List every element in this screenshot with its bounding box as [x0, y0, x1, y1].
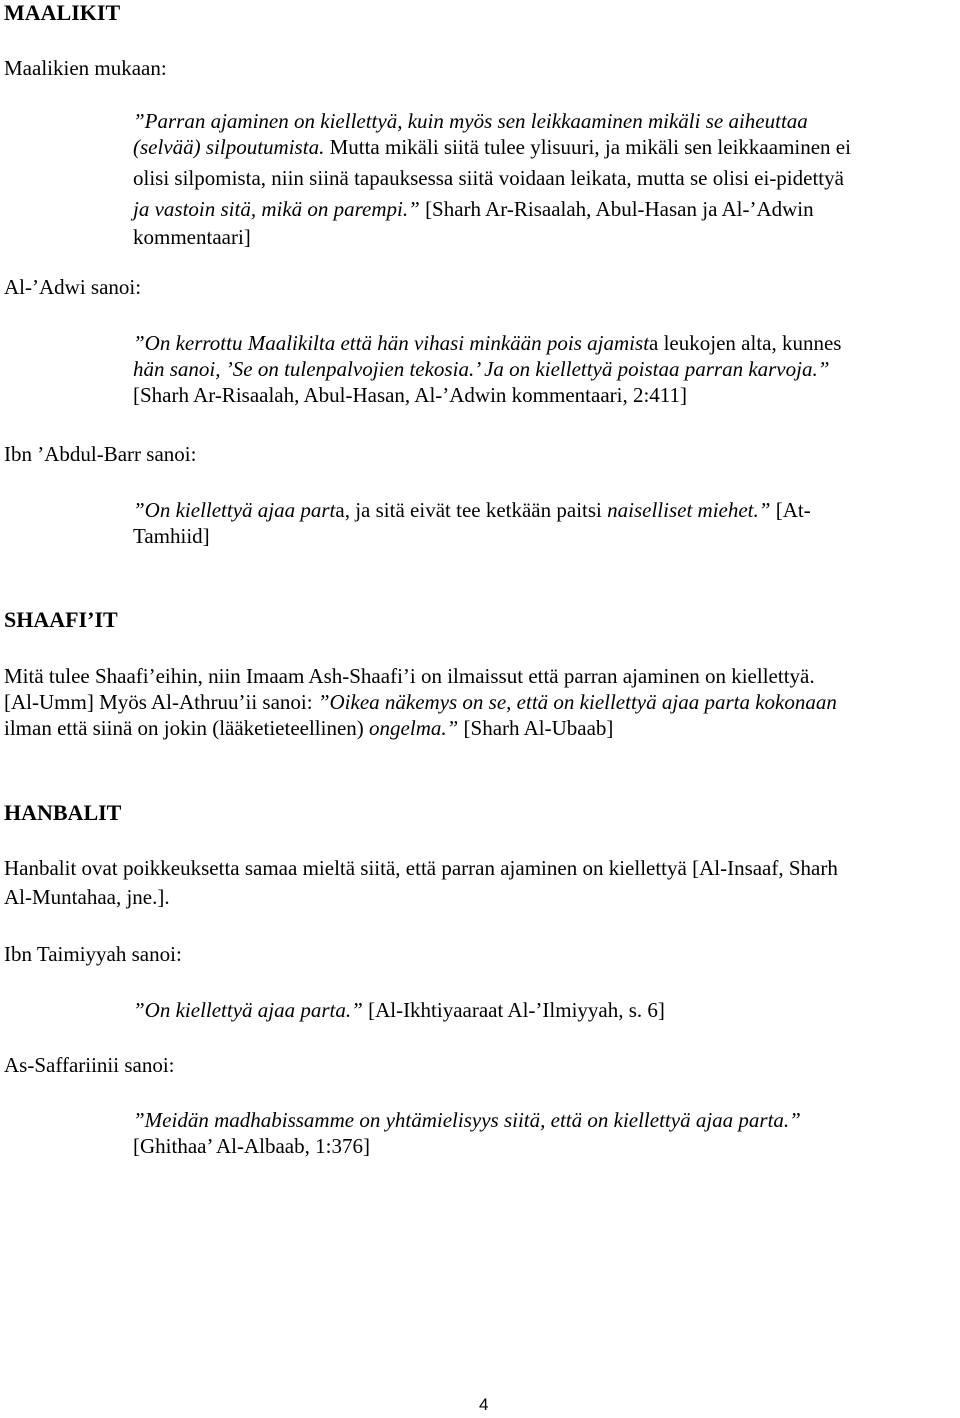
label-ibn-abdul-barr: Ibn ’Abdul-Barr sanoi:	[4, 442, 197, 466]
quote-line: olisi silpomista, niin siinä tapauksessa siitä voidaan leikata, mutta se olisi ei-pidettyä	[133, 166, 844, 190]
label-al-adwi: Al-’Adwi sanoi:	[4, 275, 142, 299]
quote-line: ”Meidän madhabissamme on yhtämielisyys siitä, että on kiellettyä ajaa parta.”	[133, 1108, 801, 1132]
citation: [Sharh Al-Ubaab]	[458, 716, 614, 740]
quote-fragment: ja vastoin sitä, mikä on parempi.”	[133, 197, 420, 221]
section-heading-hanbalit: HANBALIT	[4, 800, 122, 825]
paragraph-fragment: [Al-Umm] Myös Al-Athruu’ii sanoi:	[4, 690, 318, 714]
paragraph-line: Hanbalit ovat poikkeuksetta samaa mieltä siitä, että parran ajaminen on kiellettyä [Al-Insaaf, Sharh	[4, 856, 838, 880]
quote-ibn-taimiyyah	[133, 997, 955, 1023]
quote-fragment: ongelma.”	[369, 716, 459, 740]
quote-line	[133, 134, 955, 160]
quote-al-adwi	[133, 330, 955, 408]
quote-fragment: ”On kerrottu Maalikilta että hän vihasi minkään pois ajamist	[133, 331, 650, 355]
citation: [Sharh Ar-Risaalah, Abul-Hasan, Al-’Adwin kommentaari, 2:411]	[133, 383, 688, 407]
section-heading-shaafiit: SHAAFI’IT	[4, 607, 118, 632]
citation: kommentaari]	[133, 225, 251, 249]
paragraph-line	[4, 715, 956, 741]
label-as-saffariinii: As-Saffariinii sanoi:	[4, 1053, 175, 1077]
quote-fragment: ”Oikea näkemys on se, että on kiellettyä ajaa parta kokonaan	[317, 690, 837, 714]
citation: [Al-Ikhtiyaaraat Al-’Ilmiyyah, s. 6]	[362, 998, 665, 1022]
quote-malikit-1	[133, 108, 955, 250]
quote-fragment: ”On kiellettyä ajaa part	[133, 498, 336, 522]
page-number: 4	[479, 1395, 489, 1414]
malikit-intro: Maalikien mukaan:	[4, 56, 167, 80]
label-ibn-taimiyyah: Ibn Taimiyyah sanoi:	[4, 942, 182, 966]
citation: [Ghithaa’ Al-Albaab, 1:376]	[133, 1134, 370, 1158]
quote-line	[133, 497, 955, 523]
citation: [Sharh Ar-Risaalah, Abul-Hasan ja Al-’Adwin	[419, 197, 814, 221]
hanbalit-paragraph	[4, 855, 956, 910]
section-heading-malikit: MAALIKIT	[4, 0, 121, 25]
citation: Tamhiid]	[133, 524, 210, 548]
quote-line: hän sanoi, ’Se on tulenpalvojien tekosia.’ Ja on kiellettyä poistaa parran karvoja.”	[133, 357, 830, 381]
paragraph-line: Mitä tulee Shaafi’eihin, niin Imaam Ash-Shaafi’i on ilmaissut että parran ajaminen on kiellettyä.	[4, 664, 815, 688]
paragraph-line	[4, 689, 956, 715]
quote-fragment: a, ja sitä eivät tee ketkään paitsi	[335, 498, 608, 522]
quote-line	[133, 330, 955, 356]
quote-ibn-abdul-barr	[133, 497, 955, 549]
quote-line	[133, 997, 955, 1023]
quote-line: ”Parran ajaminen on kiellettyä, kuin myös sen leikkaaminen mikäli se aiheuttaa	[133, 109, 808, 133]
paragraph-line: Al-Muntahaa, jne.].	[4, 885, 170, 909]
quote-fragment: ”On kiellettyä ajaa parta.”	[133, 998, 363, 1022]
quote-as-saffariinii	[133, 1107, 955, 1159]
quote-fragment: a leukojen alta, kunnes	[649, 331, 842, 355]
quote-fragment: naiselliset miehet.”	[607, 498, 771, 522]
paragraph-fragment: ilman että siinä on jokin (lääketieteellinen)	[4, 716, 370, 740]
quote-line	[133, 196, 955, 222]
citation: [At-	[770, 498, 811, 522]
quote-fragment: (selvää) silpoutumista.	[133, 135, 325, 159]
quote-fragment: Mutta mikäli siitä tulee ylisuuri, ja mikäli sen leikkaaminen ei	[324, 135, 851, 159]
shaafi-paragraph	[4, 663, 956, 741]
